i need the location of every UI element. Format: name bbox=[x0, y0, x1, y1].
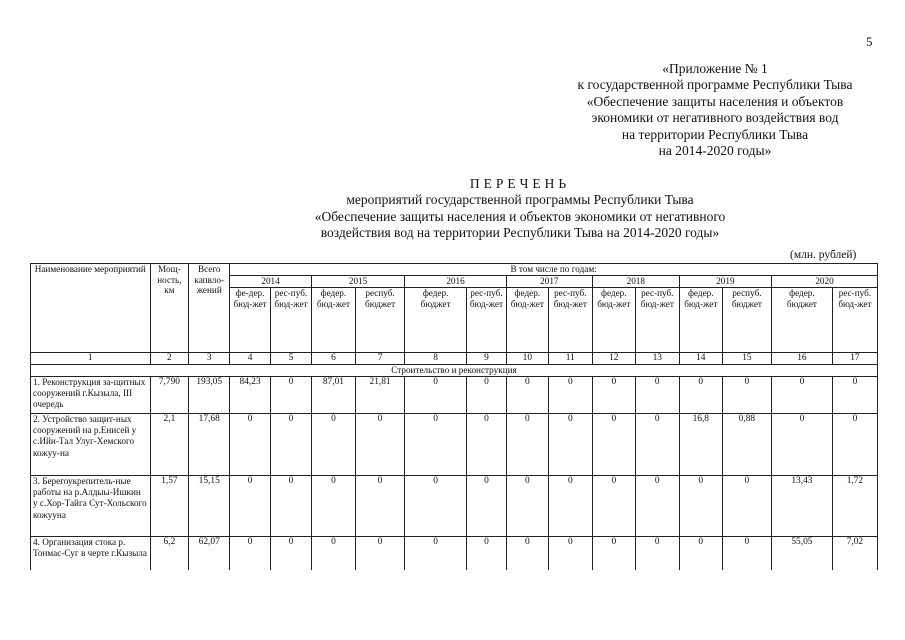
column-number: 6 bbox=[311, 353, 355, 365]
row-value: 0 bbox=[405, 377, 467, 414]
column-number: 14 bbox=[679, 353, 722, 365]
row-value: 0 bbox=[467, 537, 507, 571]
row-value: 0 bbox=[467, 377, 507, 414]
row-value: 13,43 bbox=[772, 476, 833, 537]
row-value: 7,02 bbox=[832, 537, 877, 571]
column-number: 2 bbox=[150, 353, 189, 365]
row-value: 0 bbox=[405, 537, 467, 571]
appendix-line: «Обеспечение защиты населения и объектов bbox=[586, 93, 844, 109]
row-name: 3. Берегоукрепитель-ные работы на р.Алдыы-Ишкин у с.Хор-Тайга Сут-Хольского кожууна bbox=[31, 476, 151, 537]
row-value: 0 bbox=[772, 377, 833, 414]
header-budget: рес-пуб. бюд-жет bbox=[832, 288, 877, 353]
header-row bbox=[31, 264, 878, 276]
header-year: 2018 bbox=[592, 276, 679, 288]
header-budget: рес-пуб. бюд-жет bbox=[635, 288, 679, 353]
row-value: 0 bbox=[832, 414, 877, 476]
row-value: 0 bbox=[548, 476, 592, 537]
header-budget: федер. бюд-жет bbox=[311, 288, 355, 353]
row-power: 6,2 bbox=[150, 537, 189, 571]
row-value: 0 bbox=[355, 476, 404, 537]
row-value: 0 bbox=[271, 414, 312, 476]
column-number: 9 bbox=[467, 353, 507, 365]
row-value: 0 bbox=[271, 377, 312, 414]
row-value: 0 bbox=[355, 414, 404, 476]
title-line: «Обеспечение защиты населения и объектов экономики от негативного bbox=[314, 208, 726, 224]
row-value: 0 bbox=[679, 377, 722, 414]
row-value: 0 bbox=[467, 476, 507, 537]
row-value: 0 bbox=[230, 414, 271, 476]
section-row bbox=[31, 365, 878, 377]
row-value: 0,88 bbox=[722, 414, 771, 476]
row-value: 0 bbox=[679, 537, 722, 571]
row-value: 0 bbox=[722, 537, 771, 571]
title-line: воздействия вод на территории Республики Тыва на 2014-2020 годы» bbox=[320, 225, 720, 241]
section-label: Строительство и реконструкция bbox=[31, 365, 878, 377]
row-value: 0 bbox=[722, 476, 771, 537]
row-value: 0 bbox=[355, 537, 404, 571]
header-budget: федер. бюд-жет bbox=[506, 288, 548, 353]
column-number: 3 bbox=[189, 353, 230, 365]
row-value: 0 bbox=[635, 537, 679, 571]
row-name: 4. Организация стока р. Тонмас-Суг в черте г.Кызыла bbox=[31, 537, 151, 571]
row-value: 0 bbox=[506, 537, 548, 571]
row-value: 0 bbox=[592, 537, 635, 571]
table-row bbox=[31, 414, 878, 476]
row-value: 0 bbox=[506, 476, 548, 537]
header-budget: респуб. бюджет bbox=[355, 288, 404, 353]
header-year: 2015 bbox=[311, 276, 404, 288]
column-number: 11 bbox=[548, 353, 592, 365]
header-year: 2016 bbox=[405, 276, 507, 288]
row-value: 0 bbox=[548, 537, 592, 571]
row-value: 0 bbox=[271, 476, 312, 537]
column-number: 15 bbox=[722, 353, 771, 365]
row-value: 0 bbox=[592, 414, 635, 476]
header-by-years: В том числе по годам: bbox=[230, 264, 878, 276]
document-title bbox=[200, 176, 840, 242]
row-value: 0 bbox=[679, 476, 722, 537]
row-name: 1. Реконструкция за-щитных сооружений г.Кызыла, III очередь bbox=[31, 377, 151, 414]
title-line: мероприятий государственной программы Республики Тыва bbox=[346, 192, 694, 208]
row-value: 0 bbox=[722, 377, 771, 414]
header-budget: фе-дер. бюд-жет bbox=[230, 288, 271, 353]
row-value: 0 bbox=[506, 414, 548, 476]
appendix-line: «Приложение № 1 bbox=[662, 61, 768, 76]
header-budget: рес-пуб. бюд-жет bbox=[271, 288, 312, 353]
column-number: 7 bbox=[355, 353, 404, 365]
row-value: 0 bbox=[772, 414, 833, 476]
row-total: 62,07 bbox=[189, 537, 230, 571]
row-value: 0 bbox=[311, 414, 355, 476]
appendix-note bbox=[556, 61, 874, 159]
column-number: 16 bbox=[772, 353, 833, 365]
header-budget: рес-пуб. бюд-жет bbox=[548, 288, 592, 353]
title-heading: ПЕРЕЧЕНЬ bbox=[469, 176, 571, 191]
row-value: 55,05 bbox=[772, 537, 833, 571]
row-value: 87,01 bbox=[311, 377, 355, 414]
row-value: 84,23 bbox=[230, 377, 271, 414]
row-total: 193,05 bbox=[189, 377, 230, 414]
header-year: 2020 bbox=[772, 276, 878, 288]
column-number: 1 bbox=[31, 353, 151, 365]
row-power: 2,1 bbox=[150, 414, 189, 476]
row-name: 2. Устройство защит-ных сооружений на р.Енисей у с.Ийи-Тал Улуг-Хемского кожуу-на bbox=[31, 414, 151, 476]
row-value: 0 bbox=[271, 537, 312, 571]
header-budget: федер. бюджет bbox=[405, 288, 467, 353]
header-budget: федер. бюд-жет bbox=[592, 288, 635, 353]
header-year: 2014 bbox=[230, 276, 312, 288]
header-budget: респуб. бюджет bbox=[722, 288, 771, 353]
row-value: 0 bbox=[230, 476, 271, 537]
appendix-line: на 2014-2020 годы» bbox=[658, 143, 772, 159]
row-value: 0 bbox=[311, 537, 355, 571]
row-power: 7,790 bbox=[150, 377, 189, 414]
row-value: 21,81 bbox=[355, 377, 404, 414]
header-year: 2019 bbox=[679, 276, 771, 288]
measures-table bbox=[30, 263, 878, 570]
column-number: 17 bbox=[832, 353, 877, 365]
column-number: 4 bbox=[230, 353, 271, 365]
row-value: 0 bbox=[230, 537, 271, 571]
appendix-line: экономики от негативного воздействия вод bbox=[591, 110, 839, 126]
row-total: 15,15 bbox=[189, 476, 230, 537]
header-name: Наименование мероприятий bbox=[31, 264, 151, 353]
row-value: 0 bbox=[548, 377, 592, 414]
column-number: 13 bbox=[635, 353, 679, 365]
row-value: 0 bbox=[592, 476, 635, 537]
column-number: 10 bbox=[506, 353, 548, 365]
appendix-line: на территории Республики Тыва bbox=[621, 126, 809, 142]
row-value: 0 bbox=[467, 414, 507, 476]
row-value: 1,72 bbox=[832, 476, 877, 537]
row-power: 1,57 bbox=[150, 476, 189, 537]
row-value: 0 bbox=[405, 476, 467, 537]
column-number: 5 bbox=[271, 353, 312, 365]
table-row bbox=[31, 377, 878, 414]
header-year: 2017 bbox=[506, 276, 592, 288]
row-value: 0 bbox=[635, 476, 679, 537]
row-value: 0 bbox=[506, 377, 548, 414]
row-value: 16,8 bbox=[679, 414, 722, 476]
appendix-line: к государственной программе Республики Тыва bbox=[577, 77, 853, 93]
column-number: 12 bbox=[592, 353, 635, 365]
row-value: 0 bbox=[635, 377, 679, 414]
row-value: 0 bbox=[548, 414, 592, 476]
row-value: 0 bbox=[405, 414, 467, 476]
units-label: (млн. рублей) bbox=[790, 249, 857, 261]
column-number: 8 bbox=[405, 353, 467, 365]
table-row bbox=[31, 476, 878, 537]
header-budget: рес-пуб. бюд-жет bbox=[467, 288, 507, 353]
row-value: 0 bbox=[592, 377, 635, 414]
column-number-row bbox=[31, 353, 878, 365]
row-value: 0 bbox=[832, 377, 877, 414]
header-total: Всего капвло-жений bbox=[189, 264, 230, 353]
row-total: 17,68 bbox=[189, 414, 230, 476]
row-value: 0 bbox=[635, 414, 679, 476]
header-budget: федер. бюд-жет bbox=[679, 288, 722, 353]
row-value: 0 bbox=[311, 476, 355, 537]
page-number: 5 bbox=[866, 34, 873, 49]
header-power: Мощ-ность, км bbox=[150, 264, 189, 353]
header-budget: федер. бюджет bbox=[772, 288, 833, 353]
table-row bbox=[31, 537, 878, 571]
